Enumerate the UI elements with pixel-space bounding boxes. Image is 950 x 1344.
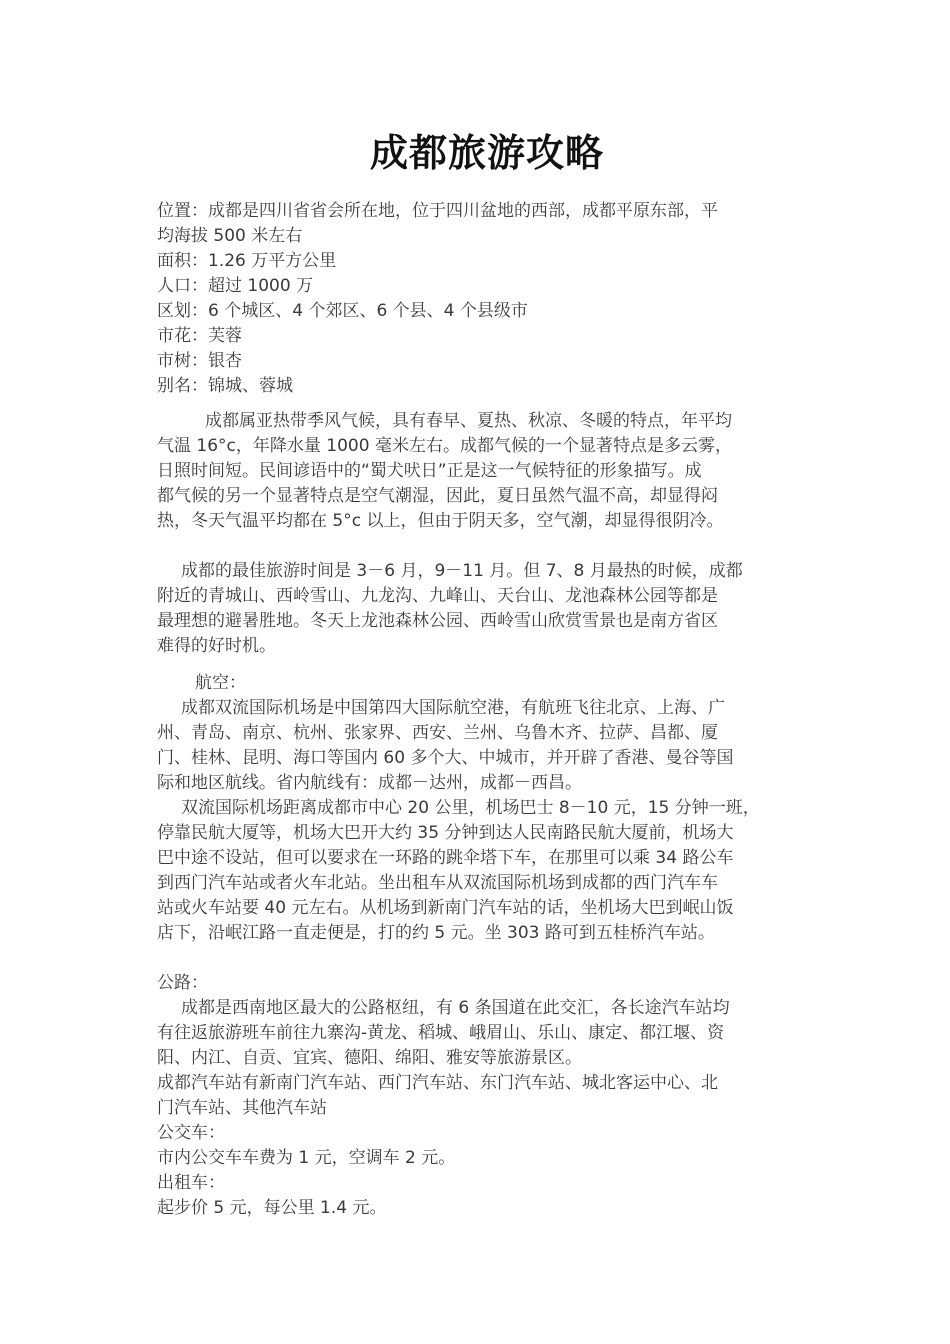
taxi-heading: 出租车： (157, 1173, 225, 1193)
fact-area: 面积：1.26 万平方公里 (157, 251, 337, 271)
airport-line: 站或火车站要 40 元左右。从机场到新南门汽车站的话，坐机场大巴到岷山饭 (157, 898, 734, 918)
airport-line: 巴中途不设站，但可以要求在一环路的跳伞塔下车，在那里可以乘 34 路公车 (157, 848, 734, 868)
station-paragraph (157, 1071, 817, 1121)
air-line: 州、青岛、南京、杭州、张家界、西安、兰州、乌鲁木齐、拉萨、昌都、厦 (157, 723, 718, 743)
season-line: 附近的青城山、西岭雪山、九龙沟、九峰山、天台山、龙池森林公园等都是 (157, 586, 718, 606)
fact-location-2: 均海拔 500 米左右 (157, 226, 303, 246)
fact-location-1: 位置：成都是四川省省会所在地，位于四川盆地的西部，成都平原东部，平 (157, 201, 718, 221)
road-line: 有往返旅游班车前往九寨沟-黄龙、稻城、峨眉山、乐山、康定、都江堰、资 (157, 1023, 725, 1043)
taxi-text: 起步价 5 元，每公里 1.4 元。 (157, 1198, 387, 1218)
road-line: 阳、内江、自贡、宜宾、德阳、绵阳、雅安等旅游景区。 (157, 1048, 582, 1068)
airport-paragraph (157, 796, 817, 946)
climate-line: 日照时间短。民间谚语中的“蜀犬吠日”正是这一气候特征的形象描写。成 (157, 461, 702, 481)
city-facts (157, 199, 817, 399)
fact-districts: 区划：6 个城区、4 个郊区、6 个县、4 个县级市 (157, 301, 528, 321)
season-line: 难得的好时机。 (157, 636, 276, 656)
air-heading: 航空： (195, 673, 246, 693)
road-line: 成都是西南地区最大的公路枢纽，有 6 条国道在此交汇，各长途汽车站均 (181, 998, 730, 1018)
airport-line: 店下，沿岷江路一直走便是，打的约 5 元。坐 303 路可到五桂桥汽车站。 (157, 923, 715, 943)
bus-heading: 公交车： (157, 1123, 225, 1143)
document-page (157, 125, 817, 1221)
season-paragraph (157, 559, 817, 659)
season-line: 最理想的避暑胜地。冬天上龙池森林公园、西岭雪山欣赏雪景也是南方省区 (157, 611, 718, 631)
climate-paragraph (157, 409, 817, 534)
fact-population: 人口：超过 1000 万 (157, 276, 314, 296)
air-line: 际和地区航线。省内航线有：成都－达州，成都－西昌。 (157, 773, 582, 793)
fact-alias: 别名：锦城、蓉城 (157, 376, 293, 396)
climate-line: 都气候的另一个显著特点是空气潮湿，因此，夏日虽然气温不高，却显得闷 (157, 486, 718, 506)
fact-city-tree: 市树：银杏 (157, 351, 242, 371)
road-paragraph (157, 996, 817, 1071)
airport-line: 停靠民航大厦等，机场大巴开大约 35 分钟到达人民南路民航大厦前，机场大 (157, 823, 734, 843)
road-heading: 公路： (157, 973, 208, 993)
airport-line: 双流国际机场距离成都市中心 20 公里，机场巴士 8－10 元，15 分钟一班， (181, 798, 760, 818)
air-line: 成都双流国际机场是中国第四大国际航空港，有航班飞往北京、上海、广 (181, 698, 725, 718)
climate-line: 热，冬天气温平均都在 5°c 以上，但由于阴天多，空气潮，却显得很阴冷。 (157, 511, 724, 531)
airport-line: 到西门汽车站或者火车北站。坐出租车从双流国际机场到成都的西门汽车车 (157, 873, 718, 893)
page-title: 成都旅游攻略 (369, 130, 604, 175)
air-paragraph (157, 696, 817, 796)
season-line: 成都的最佳旅游时间是 3－6 月，9－11 月。但 7、8 月最热的时候，成都 (181, 561, 743, 581)
station-line: 成都汽车站有新南门汽车站、西门汽车站、东门汽车站、城北客运中心、北 (157, 1073, 718, 1093)
air-line: 门、桂林、昆明、海口等国内 60 多个大、中城市，并开辟了香港、曼谷等国 (157, 748, 734, 768)
bus-text: 市内公交车车费为 1 元，空调车 2 元。 (157, 1148, 456, 1168)
fact-city-flower: 市花：芙蓉 (157, 326, 242, 346)
climate-line: 气温 16°c，年降水量 1000 毫米左右。成都气候的一个显著特点是多云雾， (157, 436, 732, 456)
climate-line: 成都属亚热带季风气候，具有春早、夏热、秋凉、冬暖的特点，年平均 (205, 411, 732, 431)
station-line: 门汽车站、其他汽车站 (157, 1098, 327, 1118)
